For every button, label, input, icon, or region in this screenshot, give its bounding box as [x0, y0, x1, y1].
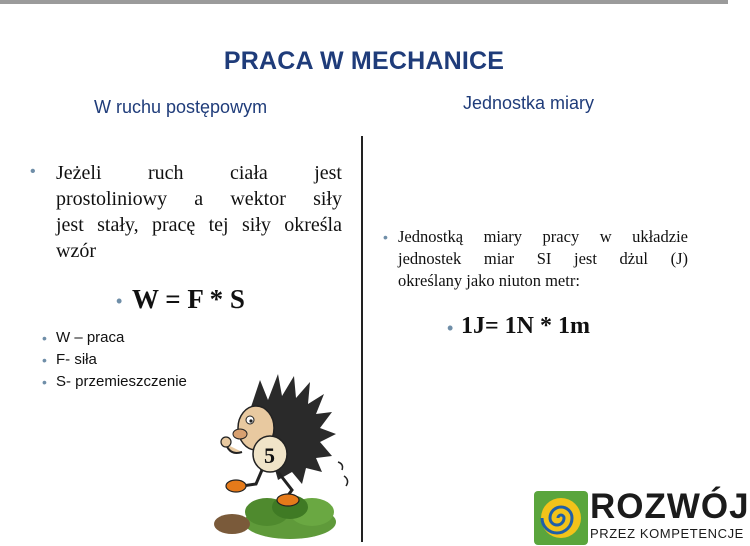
- bullet-icon: •: [116, 291, 123, 311]
- left-subheading: W ruchu postępowym: [94, 97, 268, 117]
- right-paragraph-line: określany jako niuton metr:: [398, 271, 580, 290]
- bullet-icon: •: [42, 330, 47, 346]
- logo-name: ROZWÓJ: [590, 487, 750, 526]
- left-paragraph-line: jest stały, pracę tej siły określa: [56, 214, 342, 236]
- bullet-icon: •: [42, 374, 47, 390]
- left-paragraph: [56, 160, 342, 264]
- unit-formula: 1J= 1N * 1m: [461, 313, 590, 339]
- rozwoj-logo: [532, 487, 750, 546]
- bullet-icon: •: [447, 318, 454, 338]
- logo-tagline: PRZEZ KOMPETENCJE: [590, 526, 744, 541]
- bullet-icon: •: [42, 352, 47, 368]
- running-hedgehog-icon: [212, 372, 357, 542]
- list-item: [42, 327, 187, 349]
- list-item: [42, 349, 187, 371]
- logo-text: [590, 488, 750, 541]
- column-divider: [361, 136, 363, 542]
- bullet-icon: •: [383, 229, 388, 245]
- left-paragraph-line: prostoliniowy a wektor siły: [56, 188, 342, 210]
- right-subheading: Jednostka miary: [463, 93, 595, 113]
- list-item: [42, 371, 187, 393]
- definition-list: [42, 327, 187, 393]
- bush-icon: [214, 495, 336, 539]
- definition-text: W – praca: [56, 329, 125, 346]
- top-border: [0, 0, 728, 4]
- left-paragraph-line: Jeżeli ruch ciała jest: [56, 162, 342, 184]
- jersey-number: 5: [264, 443, 275, 468]
- work-formula: W = F * S: [132, 284, 245, 314]
- bullet-icon: •: [30, 163, 36, 180]
- spiral-logo-icon: [534, 491, 588, 545]
- definition-text: S- przemieszczenie: [56, 373, 187, 390]
- right-paragraph: [398, 226, 688, 292]
- left-paragraph-line: wzór: [56, 240, 96, 262]
- slide-title: PRACA W MECHANICE: [223, 47, 505, 75]
- definition-text: F- siła: [56, 351, 97, 368]
- right-paragraph-line: Jednostką miary pracy w układzie: [398, 227, 688, 246]
- right-paragraph-line: jednostek miar SI jest dżul (J): [398, 249, 688, 268]
